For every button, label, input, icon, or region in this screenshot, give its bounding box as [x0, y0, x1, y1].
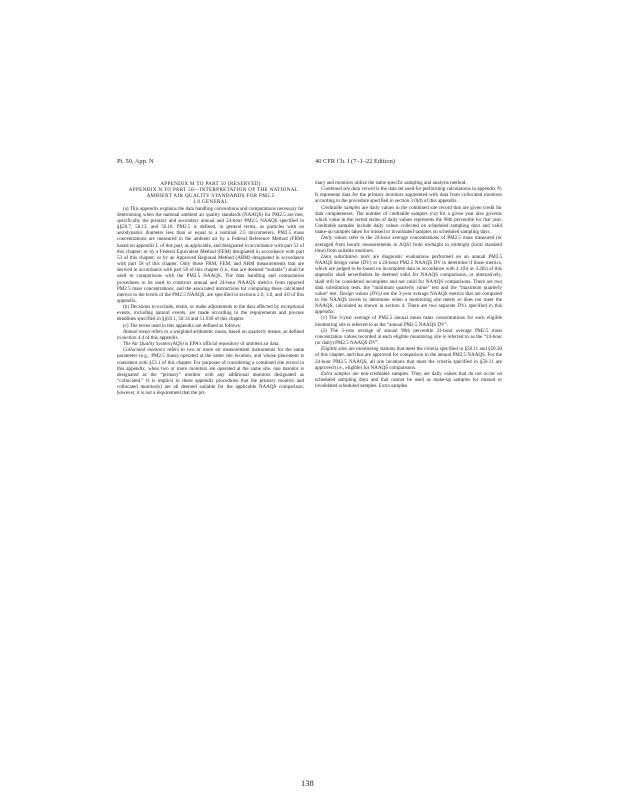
text-eligible-sites: are monitoring stations that meet the criteria specified in §58.11 and §58.30 of this chapter, and thus are approved for comparison to the annual PM2.5 NAAQS. For the 24-hour PM2.5 NAAQS, all site locations that meet the criteria specified in §58.11 are approved (i.e., eligible) for NAAQS comparisons.	[315, 346, 502, 371]
paragraph-a: (a) This appendix explains the data handling conventions and computations necessary for determining when the national ambient air quality standards (NAAQS) for PM2.5 are met, specifically the primary and secondary annual and 24-hour PM2.5 NAAQS specified in §§50.7, 50.13, and 50.18. PM2.5 is defined, in general terms, as particles with an aerodynamic diameter less than or equal to a nominal 2.5 micrometers. PM2.5 mass concentrations are measured in the ambient air by a Federal Reference Method (FRM) based on appendix L of this part, as applicable, and designated in accordance with part 53 of this chapter; or by a Federal Equivalent Method (FEM) designated in accordance with part 53 of this chapter; or by an Approved Regional Method (ARM) designated in accordance with part 58 of this chapter. Only those FRM, FEM, and ARM measurements that are derived in accordance with part 58 of this chapter (i.e., that are deemed “suitable”) shall be used in comparisons with the PM2.5 NAAQS. The data handling and computation procedures to be used to construct annual and 24-hour NAAQS metrics from reported PM2.5 mass concentrations, and the associated instructions for comparing these calculated metrics to the levels of the PM2.5 NAAQS, are specified in sections 2.0, 3.0, and 4.0 of this appendix.	[117, 205, 304, 304]
text-annual-mean: refers to a weighted arithmetic mean, based on quarterly means, as defined in section 4.4 of this appendix.	[117, 328, 304, 341]
term-collocated: Collocated monitors	[123, 347, 166, 354]
term-eligible-sites: Eligible sites	[321, 346, 348, 353]
term-combined-site: Combined site data record	[321, 186, 375, 193]
text-aqs: is EPA's official repository of ambient air data.	[185, 341, 280, 348]
design-value-1: (1) The 3-year average of PM2.5 annual mean mass concentrations for each eligible monitoring site is referred to as the “annual PM2.5 NAAQS DV”.	[315, 315, 502, 328]
definition-daily-values	[315, 235, 502, 253]
term-daily-values: Daily values	[321, 235, 348, 242]
paragraph-b: (b) Decisions to exclude, retain, or make adjustments to the data affected by exceptional events, including natural events, are made according to the requirements and process deadlines specified in §§50.1, 50.14 and 51.930 of this chapter.	[117, 304, 304, 323]
definition-annual-mean	[117, 329, 304, 341]
continued-text: mary and monitors utilize the same specific sampling and analysis method.	[315, 180, 467, 186]
page-number: 138	[301, 778, 314, 788]
appendix-n-title: APPENDIX N TO PART 50—INTERPRETATION OF THE NATIONAL AMBIENT AIR QUALITY STANDARDS FOR PM2.5	[128, 187, 299, 200]
definition-creditable	[315, 205, 502, 236]
text-creditable: are daily values in the combined site record that are given credit for data completeness. The number of creditable samples (cn) for a given year also governs which value in the sorted series of daily values represents the 98th percentile for that year. Creditable samples include daily values collected on scheduled sampling days and valid make-up samples taken for missed or invalidated samples on scheduled sampling days.	[315, 204, 502, 236]
term-extra-samples: Extra samples	[321, 370, 351, 377]
left-column	[117, 181, 304, 396]
running-header-left: Pt. 50, App. N	[117, 158, 154, 165]
definition-collocated	[117, 347, 304, 396]
definition-extra-samples	[315, 371, 502, 389]
text-combined-site: is the data set used for performing calculations in appendix N. It represents data for the primary monitors augmented with data from collocated monitors according to the procedure specified in section 3.0(d) of this appendix.	[315, 186, 503, 205]
term-annual-mean: Annual mean	[123, 328, 150, 335]
text-data-substitution: are diagnostic evaluations performed on an annual PM2.5 NAAQS design value (DV) or a 24-hour PM2.5 NAAQS DV to determine if those metrics, which are judged to be based on incomplete data in accordance with 4.1(b) or 4.2(b) of this appendix shall nevertheless be deemed valid for NAAQS comparisons, or alternatively, shall still be considered incomplete and not valid for NAAQS comparisons. There are two data substitution tests, the “minimum quarterly value” test and the “maximum quarterly value” test.	[315, 253, 502, 297]
appendix-m-title: APPENDIX M TO PART 50 [RESERVED]	[160, 181, 261, 187]
running-header-right: 40 CFR Ch. I (7–1–22 Edition)	[315, 158, 395, 165]
text-daily-values: refer to the 24-hour average concentrations of PM2.5 mass measured (or averaged from hourly measurements in AQS) from midnight to midnight (local standard time) from suitable monitors.	[315, 235, 502, 254]
term-data-substitution: Data substitution tests	[321, 253, 370, 260]
right-column	[315, 180, 502, 389]
term-aqs: The Air Quality System (AQS)	[123, 341, 184, 348]
definition-eligible-sites	[315, 346, 502, 371]
text-design-values: are the 3-year average NAAQS metrics that are compared to the NAAQS levels to determine when a monitoring site meets or does not meet the NAAQS, calculated as shown in section 4. There are two separate DVs specified in this appendix:	[315, 290, 503, 316]
term-design-values: Design values (DVs)	[339, 290, 382, 297]
text-collocated: refers to two or more air measurement instruments for the same parameter (e.g., PM2.5 mass) operated at the same site location, and whose placement is consistent with §53.1 of this chapter. For purposes of considering a combined site record in this appendix, when two or more monitors are operated at the same site, one monitor is designated as the “primary” monitor with any additional monitors designated as “collocated.” It is implicit in these appendix procedures that the primary monitor and collocated monitor(s) are all deemed suitable for the applicable NAAQS comparison; however, it is not a requirement that the pri-	[117, 347, 305, 397]
text-extra-samples: are non-creditable samples. They are daily values that do not occur on scheduled sampling days and that cannot be used as make-up samples for missed or invalidated scheduled samples. Extra samples	[315, 370, 502, 390]
section-heading: 1.0 GENERAL	[192, 199, 229, 206]
definition-data-substitution	[315, 254, 502, 316]
paragraph-c: (c) The terms used in this appendix are defined as follows:	[123, 322, 242, 329]
term-creditable: Creditable samples	[321, 204, 361, 211]
definition-combined-site	[315, 186, 502, 204]
design-value-2: (2) The 3-year average of annual 98th percentile 24-hour average PM2.5 mass concentration values recorded at each eligible monitoring site is referred to as the “24-hour (or daily) PM2.5 NAAQS DV”.	[315, 327, 502, 347]
